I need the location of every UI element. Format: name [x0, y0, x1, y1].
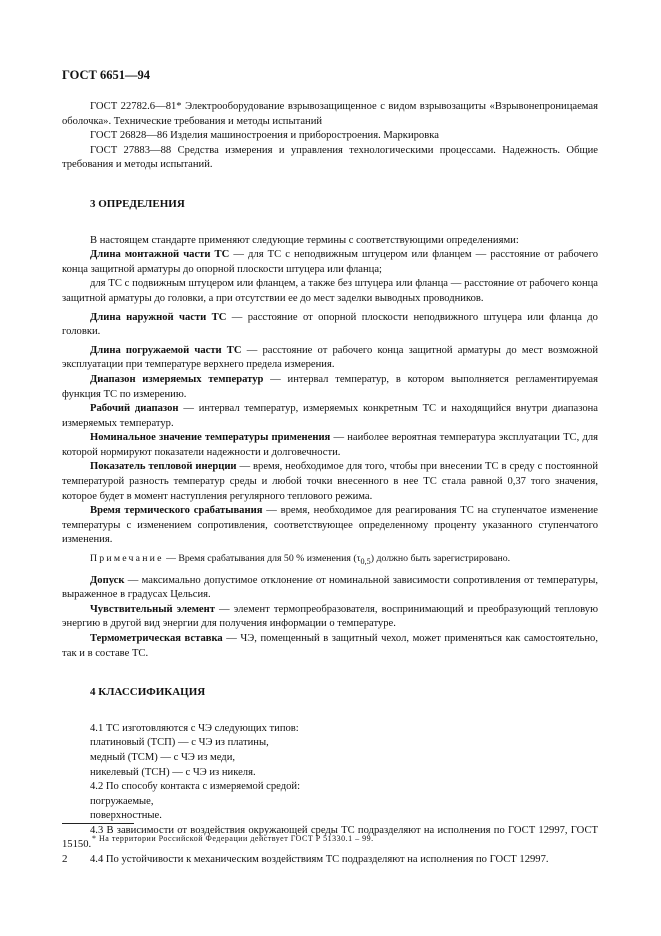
section-4-title: 4 КЛАССИФИКАЦИЯ: [90, 686, 206, 699]
definition-term: Диапазон измеряемых температур: [90, 373, 264, 385]
definition-item: [62, 603, 598, 632]
definition-item: [62, 504, 598, 548]
classification-line: медный (ТСМ) — с ЧЭ из меди,: [90, 751, 236, 763]
definition-text: — элемент термопреобразователя, воспринимающий и преобразующий тепловую энергию в другой вид энергии для получения информации о температуре.: [62, 603, 598, 630]
section-3-intro: В настоящем стандарте применяют следующие термины с соответствующими определениями:: [90, 234, 519, 246]
definition-continuation: для ТС с подвижным штуцером или фланцем, а также без штуцера или фланца — расстояние от рабочего конца защитной арматуры до головки, а при отсутствии ее до мест заделки выводных проводников.: [62, 278, 598, 304]
definition-text: — время, необходимое для реагирования ТС на ступенчатое изменение температуры с изменением сопротивления, соответствующее определенному проценту указанного ступенчатого изменения.: [62, 505, 599, 546]
definition-term: Показатель тепловой инерции: [90, 461, 237, 473]
definition-item: [62, 373, 598, 402]
definition-item: [62, 431, 598, 460]
reference-item: ГОСТ 27883—88 Средства измерения и управления технологическими процессами. Надежность. Общие требования и методы испытаний.: [62, 144, 598, 171]
reference-item: ГОСТ 22782.6—81* Электрооборудование взрывозащищенное с видом взрывозащиты «Взрывонепроницаемая оболочка». Технические требования и методы испытаний: [62, 101, 598, 127]
definition-term: Длина погружаемой части ТС: [90, 344, 242, 356]
definition-item: [62, 402, 598, 431]
definition-note: [62, 552, 598, 570]
note-text: — Время срабатывания для 50 % изменения (τ: [163, 553, 361, 565]
definition-item: [62, 632, 598, 661]
definition-item: [62, 344, 598, 373]
definition-term: Время термического срабатывания: [90, 505, 263, 517]
definition-term: Допуск: [90, 574, 125, 586]
definition-item: [62, 248, 598, 277]
definition-text: — максимально допустимое отклонение от номинальной зависимости сопротивления от температуры, выраженное в градусах Цельсия.: [62, 574, 598, 601]
page-number: 2: [62, 853, 68, 865]
definition-text: — расстояние от опорной плоскости неподвижного штуцера или фланца до головки.: [62, 311, 598, 338]
classification-line: платиновый (ТСП) — с ЧЭ из платины,: [90, 737, 269, 749]
section-3-title: 3 ОПРЕДЕЛЕНИЯ: [90, 197, 185, 210]
definition-text: — ЧЭ, помещенный в защитный чехол, может применяться как самостоятельно, так и в составе ТС.: [62, 632, 598, 659]
reference-item: ГОСТ 26828—86 Изделия машиностроения и приборостроения. Маркировка: [90, 130, 439, 142]
definition-term: Длина монтажной части ТС: [90, 249, 230, 261]
classification-line: погружаемые,: [90, 795, 154, 807]
definition-item: [62, 311, 598, 340]
classification-line: 4.2 По способу контакта с измеряемой средой:: [90, 781, 301, 793]
classification-paragraph: 4.4 По устойчивости к механическим воздействиям ТС подразделяют на исполнения по ГОСТ 12997.: [90, 854, 549, 866]
classification-line: никелевый (ТСН) — с ЧЭ из никеля.: [90, 766, 256, 778]
definition-text: — расстояние от рабочего конца защитной арматуры до мест возможной эксплуатации при температуре верхнего предела измерения.: [62, 344, 598, 371]
definition-text: — для ТС с неподвижным штуцером или фланцем — расстояние от рабочего конца защитной арматуры до опорной плоскости штуцера или фланца;: [62, 249, 598, 275]
definition-text: — интервал температур, измеряемых конкретным ТС и находящийся внутри диапазона измеряемых температур.: [62, 403, 598, 429]
document-header: ГОСТ 6651—94: [62, 68, 151, 82]
definition-item: [62, 460, 598, 504]
classification-line: 4.1 ТС изготовляются с ЧЭ следующих типов:: [90, 722, 299, 734]
definition-term: Термометрическая вставка: [90, 632, 223, 644]
definition-term: Рабочий диапазон: [90, 403, 179, 415]
classification-line: поверхностные.: [90, 810, 162, 822]
footnote-divider: [62, 823, 134, 824]
definition-text: — время, необходимое для того, чтобы при внесении ТС в среду с постоянной температурой разность температур среды и любой точки внесенного в нее ТС стала равной 0,37 того значения, которое будет в момент наступления регулярного теплового режима.: [62, 461, 598, 502]
definition-term: Номинальное значение температуры применения: [90, 432, 331, 444]
definition-text: — интервал температур, в котором выполняется регламентируемая функция ТС по измерению.: [62, 373, 598, 400]
definition-term: Длина наружной части ТС: [90, 311, 227, 323]
note-text-end: ) должно быть зарегистрировано.: [370, 553, 511, 565]
footnote: * На территории Российской Федерации действует ГОСТ Р 51330.1 – 99.: [92, 834, 374, 843]
definition-text: — наиболее вероятная температура эксплуатации ТС, для которой нормируют показатели надежности и долговечности.: [62, 432, 598, 458]
definition-term: Чувствительный элемент: [90, 603, 215, 615]
note-subscript: 0,5: [360, 556, 371, 566]
classification-paragraph: 4.3 В зависимости от воздействия окружающей среды ТС подразделяют на исполнения по ГОСТ 12997, ГОСТ 15150.: [62, 824, 598, 851]
definition-item: [62, 574, 598, 603]
note-label: Примечание: [90, 553, 164, 565]
document-body: [62, 100, 598, 868]
